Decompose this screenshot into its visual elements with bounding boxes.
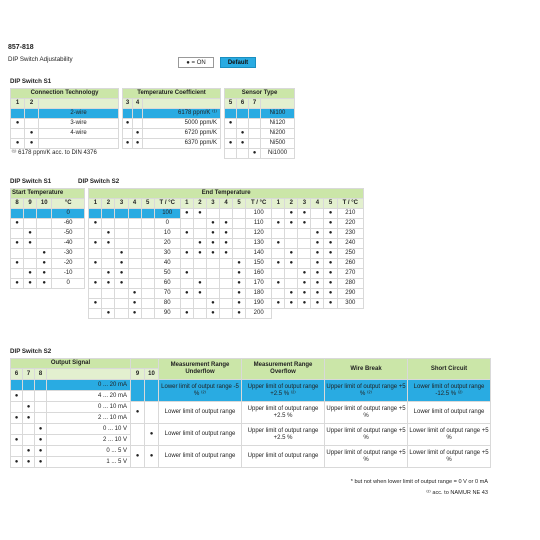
end-value: 50: [154, 269, 180, 279]
switch-num: 2: [285, 199, 298, 209]
switch-num: 3: [206, 199, 219, 209]
end-value: 180: [246, 289, 272, 299]
end-value: 130: [246, 239, 272, 249]
switch-num: 4: [133, 99, 143, 109]
output-table: Output Signal Measurement Range Underflow Measurement Range Overflow Wire Break Short Circuit 6 7 8 9 10 0 ... 20 mA Lower limit of output range -5 % ⁽²⁾ Upper limit of output range +2.5 % ⁽²⁾ Upper limit of output range +5 % ⁽²⁾ Lower limit of output range -12.5 % ⁽²⁾ ● 4 ... 20 mA ● 0 ... 10 mA ● Lower limit of output range Upper limit of output range +2.5 % Upper limit of output range +5 % Lower limit of output range ● ● 2 ... 10 mA ● 0 ... 10 V ● Lower limit of output range Upper limit of output range +2.5 % Upper limit of output range +5 % Lower limit of output range +5 % ● ● 2 ... 10 V ● ● 0 ... 5 V ● ● Lower limit of output range Upper limit of output range Upper limit of output range +5 % Lower limit of output range +5 % ● ● ● 1 ... 5 V: [10, 358, 491, 468]
end-value: 30: [154, 249, 180, 259]
output-option: 0 ... 10 V: [47, 424, 131, 435]
start-value: -30: [52, 249, 85, 259]
switch-num: 7: [23, 369, 35, 380]
overflow-value: Upper limit of output range +2.5 %: [242, 402, 325, 424]
output-option: 2 ... 10 V: [47, 435, 131, 446]
switch-num: 3: [298, 199, 311, 209]
short-circuit-header: Short Circuit: [408, 359, 491, 380]
wire-break-value: Upper limit of output range +5 %: [325, 402, 408, 424]
switch-num: 10: [145, 369, 159, 380]
end-value: 210: [337, 209, 363, 219]
temp-option: 6178 ppm/K ⁽¹⁾: [143, 109, 221, 119]
s2-section-title: DIP Switch S2: [10, 348, 52, 355]
end-value: 100: [154, 209, 180, 219]
conn-option: 3-wire: [39, 119, 119, 129]
end-value: 70: [154, 289, 180, 299]
output-option: 0 ... 20 mA: [47, 380, 131, 391]
sensor-option: Ni1000: [261, 149, 295, 159]
switch-num: 5: [141, 199, 154, 209]
footnote-1: * but not when lower limit of output range = 0 V or 0 mA: [350, 479, 488, 485]
legend-on: ● = ON: [178, 57, 214, 68]
end-value: 120: [246, 229, 272, 239]
end-value: 60: [154, 279, 180, 289]
start-value: 0: [52, 279, 85, 289]
conn-option: [39, 139, 119, 149]
underflow-value: Lower limit of output range: [159, 424, 242, 446]
end-value: 280: [337, 279, 363, 289]
switch-num: 1: [180, 199, 193, 209]
switch-num: 2: [193, 199, 206, 209]
switch-num: 5: [324, 199, 337, 209]
short-circuit-value: Lower limit of output range +5 %: [408, 446, 491, 468]
end-value: 300: [337, 299, 363, 309]
start-temp-header: Start Temperature: [11, 189, 85, 199]
switch-num: 2: [25, 99, 39, 109]
end-value: 90: [154, 309, 180, 319]
end-temp-header: End Temperature: [89, 189, 364, 199]
start-value: -10: [52, 269, 85, 279]
switch-num: 2: [102, 199, 115, 209]
temperature-table: Start Temperature End Temperature 8 9 10 °C 1 2 3 4 5 T / °C 1 2 3 4 5 T / °C 1 2 3 4 5 T / °C 0 100 ● ● 100 ● ● ● 210 ● -60 ● 0 ● ● 110 ● ● ● ● 220 ● -50 ● 10 ● ● ● 120 ● ● 230 ● ● -40 ● ● 20 ● ● ● 130 ● ● ● 240 ● -30 ● 30 ● ● ● ● 140 ● ● ● 250 ● ● -20 ● ● 40 ● 150 ● ● ● ● 260 ● ● -10 ● ● 50 ● ● 160 ● ● ● 270 ● ● ● 0 ● ● ● 60 ● ● 170 ● ● ● ● 280 ● 70 ● ● ● 180 ● ● ● ● 290 ● ● 80 ● ● 190 ● ● ● ● ● 300 ● ● 90 ● ● ● 200: [10, 188, 364, 319]
end-value: 200: [246, 309, 272, 319]
switch-num: 4: [128, 199, 141, 209]
unit-label: T / °C: [246, 199, 272, 209]
start-value: -50: [52, 229, 85, 239]
switch-num: 1: [89, 199, 102, 209]
wire-break-value: Upper limit of output range +5 %: [325, 446, 408, 468]
wire-break-header: Wire Break: [325, 359, 408, 380]
end-value: 270: [337, 269, 363, 279]
switch-num: 9: [131, 369, 145, 380]
end-value: 140: [246, 249, 272, 259]
end-value: 170: [246, 279, 272, 289]
short-circuit-value: Lower limit of output range +5 %: [408, 424, 491, 446]
output-option: 0 ... 5 V: [47, 446, 131, 457]
temp-s1-title: DIP Switch S1: [10, 178, 52, 185]
end-value: 250: [337, 249, 363, 259]
underflow-value: Lower limit of output range -5 % ⁽²⁾: [159, 380, 242, 402]
conn-option: 2-wire: [39, 109, 119, 119]
underflow-value: Lower limit of output range: [159, 402, 242, 424]
switch-num: 9: [24, 199, 37, 209]
sensor-type-header: Sensor Type: [225, 89, 295, 99]
unit-label: T / °C: [154, 199, 180, 209]
switch-num: 3: [123, 99, 133, 109]
switch-num: 7: [249, 99, 261, 109]
end-value: 100: [246, 209, 272, 219]
switch-num: 3: [115, 199, 128, 209]
end-value: 190: [246, 299, 272, 309]
end-value: 260: [337, 259, 363, 269]
switch-num: 6: [237, 99, 249, 109]
output-option: 0 ... 10 mA: [47, 402, 131, 413]
sensor-option: Ni120: [261, 119, 295, 129]
end-value: 0: [154, 219, 180, 229]
output-signal-header: Output Signal: [11, 359, 131, 369]
end-value: 290: [337, 289, 363, 299]
start-value: -60: [52, 219, 85, 229]
sensor-option: Ni500: [261, 139, 295, 149]
temp-coef-header: Temperature Coefficient: [123, 89, 221, 99]
mr-underflow-header: Measurement Range Underflow: [159, 359, 242, 380]
end-value: 220: [337, 219, 363, 229]
footnote-2: ⁽²⁾ acc. to NAMUR NE 43: [426, 490, 488, 496]
switch-num: 5: [225, 99, 237, 109]
mr-overflow-header: Measurement Range Overflow: [242, 359, 325, 380]
end-value: 230: [337, 229, 363, 239]
overflow-value: Upper limit of output range: [242, 446, 325, 468]
output-option: 2 ... 10 mA: [47, 413, 131, 424]
end-value: 10: [154, 229, 180, 239]
s1-table: Connection Technology Temperature Coefficient Sensor Type 1 2 3 4 5 6 7 2-wire 6178 ppm/K ⁽¹⁾ Ni100 ● 3-wire ● 5000 ppm/K ● Ni120 ● 4-wire ● 6720 ppm/K ● Ni200 ● ● ● ● 6370 ppm/K ● ● Ni500 ⁽¹⁾ 6178 ppm/K acc. to DIN 4376 ● Ni1000: [10, 88, 295, 159]
temp-option: 6720 ppm/K: [143, 129, 221, 139]
wire-break-value: Upper limit of output range +5 %: [325, 424, 408, 446]
s1-section-title: DIP Switch S1: [10, 78, 52, 85]
sensor-option: Ni100: [261, 109, 295, 119]
switch-num: 4: [311, 199, 324, 209]
start-value: -40: [52, 239, 85, 249]
end-value: 20: [154, 239, 180, 249]
conn-option: 4-wire: [39, 129, 119, 139]
switch-num: 1: [272, 199, 285, 209]
underflow-value: Lower limit of output range: [159, 446, 242, 468]
end-value: 240: [337, 239, 363, 249]
start-value: -20: [52, 259, 85, 269]
end-value: 80: [154, 299, 180, 309]
end-value: 160: [246, 269, 272, 279]
sensor-option: Ni200: [261, 129, 295, 139]
temp-option: 5000 ppm/K: [143, 119, 221, 129]
switch-num: 8: [35, 369, 47, 380]
start-value: 0: [52, 209, 85, 219]
output-option: 4 ... 20 mA: [47, 391, 131, 402]
legend-default: Default: [220, 57, 256, 68]
end-value: 150: [246, 259, 272, 269]
product-code: 857-818: [8, 44, 34, 51]
page-subtitle: DIP Switch Adjustability: [8, 56, 73, 63]
output-option: 1 ... 5 V: [47, 457, 131, 468]
switch-num: 8: [11, 199, 24, 209]
temp-option: 6370 ppm/K: [143, 139, 221, 149]
overflow-value: Upper limit of output range +2.5 %: [242, 424, 325, 446]
unit-label: T / °C: [337, 199, 363, 209]
end-value: 40: [154, 259, 180, 269]
end-value: 110: [246, 219, 272, 229]
short-circuit-value: Lower limit of output range -12.5 % ⁽²⁾: [408, 380, 491, 402]
switch-num: 5: [233, 199, 246, 209]
switch-num: 10: [37, 199, 52, 209]
conn-tech-header: Connection Technology: [11, 89, 119, 99]
switch-num: 1: [11, 99, 25, 109]
short-circuit-value: Lower limit of output range: [408, 402, 491, 424]
switch-num: 4: [219, 199, 232, 209]
temp-s2-title: DIP Switch S2: [78, 178, 120, 185]
s1-footnote: ⁽¹⁾ 6178 ppm/K acc. to DIN 4376: [11, 150, 97, 157]
unit-label: °C: [52, 199, 85, 209]
overflow-value: Upper limit of output range +2.5 % ⁽²⁾: [242, 380, 325, 402]
wire-break-value: Upper limit of output range +5 % ⁽²⁾: [325, 380, 408, 402]
switch-num: 6: [11, 369, 23, 380]
